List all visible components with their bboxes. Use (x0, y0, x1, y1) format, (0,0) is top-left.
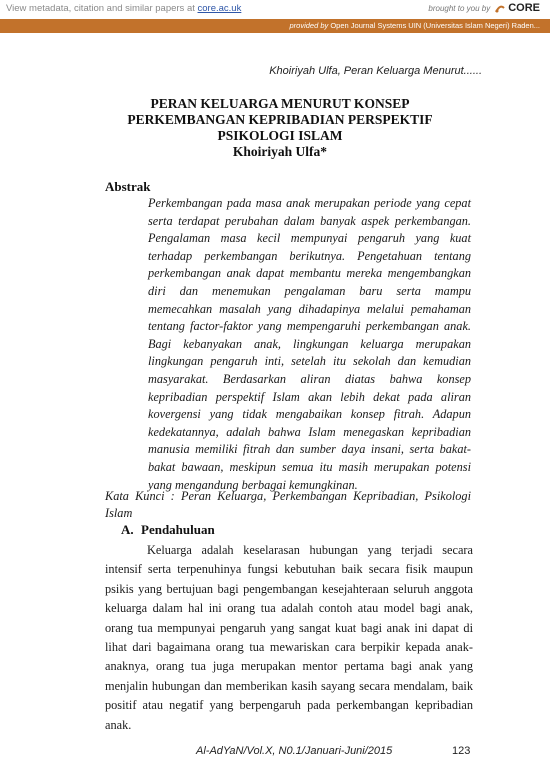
title-line: PERKEMBANGAN KEPRIBADIAN PERSPEKTIF (127, 112, 433, 127)
brought-by (428, 2, 540, 14)
paper-title (90, 96, 470, 160)
provider-link[interactable]: Open Journal Systems UIN (Universitas Islam Negeri) Raden... (330, 21, 540, 30)
core-logo-icon (494, 2, 506, 14)
author-name: Khoiriyah Ulfa* (232, 144, 328, 159)
abstract-heading: Abstrak (105, 179, 151, 194)
core-link[interactable]: core.ac.uk (197, 3, 242, 14)
metadata-text: View metadata, citation and similar papers at (6, 3, 198, 14)
journal-footer: Al-AdYaN/Vol.X, N0.1/Januari-Juni/2015 (196, 745, 393, 757)
provided-by (289, 21, 540, 30)
core-logo-text: CORE (508, 2, 540, 14)
section-heading (121, 522, 215, 538)
title-line: PSIKOLOGI ISLAM (217, 128, 343, 143)
brought-text: brought to you by (428, 3, 491, 13)
provided-by-bar (0, 19, 550, 33)
section-number: A. (121, 522, 134, 537)
abstract-body: Perkembangan pada masa anak merupakan periode yang cepat serta terdapat perubahan dalam banyak aspek perkembangan. Pengalaman masa kecil mempunyai pengaruh yang kuat terhadap perkembangan berikutnya. Pengetahuan tentang perkembangan anak dapat membantu mereka mengembangkan diri dan menemukan pengalaman baru serta mampu memecahkan masalah yang dihadapinya melalui pemahaman tentang factor-faktor yang mempengaruhi perkembangan anak. Bagi kebanyakan anak, lingkungan keluarga merupakan lingkungan pengaruh inti, setelah itu sekolah dan kemudian masyarakat. Berdasarkan aliran diatas bahwa konsep kepribadian perspektif Islam akan lebih dekat pada aliran kovergensi yang tidak mengabaikan konsep fitrah. Adapun kedekatannya, adalah bahwa Islam menegaskan kepribadian manusia memiliki fitrah dan sumber daya insani, serta bakat-bakat bawaan, meskipun semua itu masih merupakan potensi yang mengandung berbagai kemungkinan. (148, 196, 471, 492)
keywords: Kata Kunci : Peran Keluarga, Perkembangan Kepribadian, Psikologi Islam (105, 489, 471, 520)
intro-paragraph: Keluarga adalah keselarasan hubungan yang terjadi secara intensif serta terpenuhinya fungsi kebutuhan baik secara fisik maupun psikis yang bertujuan bagi pengembangan kesejahteraan seluruh anggota keluarga dalam hal ini orang tua adalah contoh atau model bagi anak, orang tua mempunyai pengaruh yang sangat kuat bagi anak ini dapat di lihat dari bagaimana orang tua mewariskan cara berpikir kepada anak-anaknya, orang tua juga merupakan mentor pertama bagi anak yang menjalin hubungan dan memberikan kasih sayang secara mendalam, baik positif atau negatif yang berpengaruh pada perkembangan kepribadian anak. (105, 543, 473, 732)
section-title: Pendahuluan (141, 522, 215, 537)
core-logo[interactable] (494, 2, 540, 14)
provided-text: provided by (289, 21, 331, 30)
metadata-notice (6, 3, 241, 14)
core-banner (0, 0, 550, 19)
title-line: PERAN KELUARGA MENURUT KONSEP (150, 96, 410, 111)
running-head: Khoiriyah Ulfa, Peran Keluarga Menurut...... (269, 65, 482, 77)
page-number: 123 (452, 745, 471, 757)
